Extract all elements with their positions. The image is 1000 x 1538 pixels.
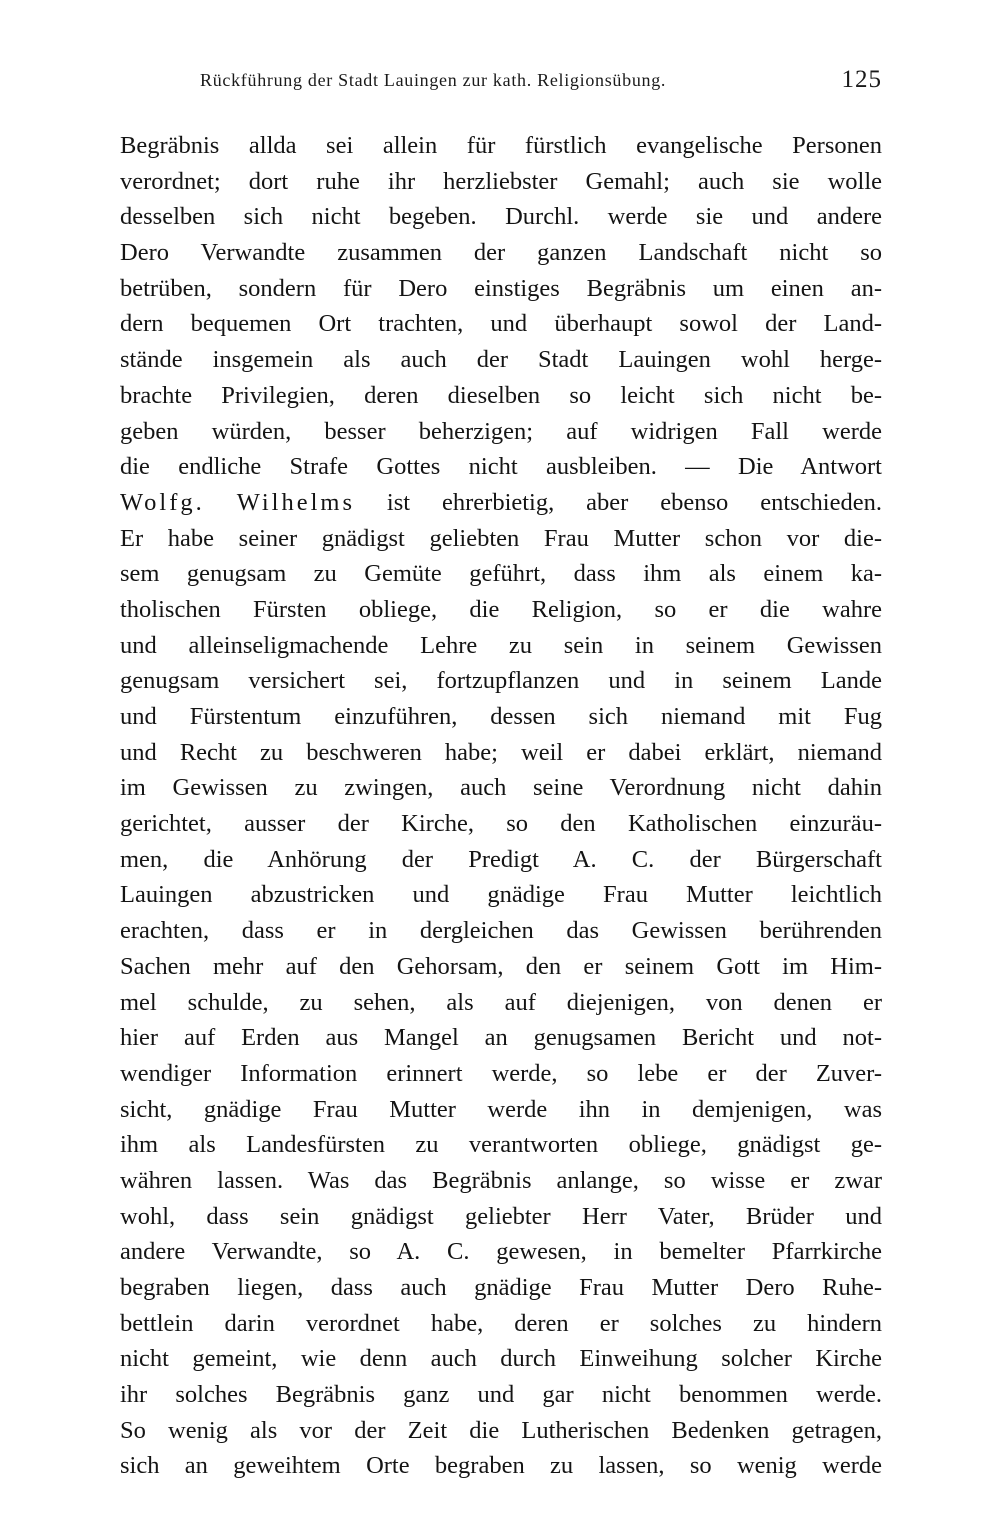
text-line: wohl, dass sein gnädigst geliebter Herr Vater, Brüder und — [120, 1202, 882, 1230]
body-text — [120, 128, 882, 1484]
page-number: 125 — [841, 66, 882, 93]
text-line: und Recht zu beschweren habe; weil er dabei erklärt, niemand — [120, 738, 882, 766]
text-line: Er habe seiner gnädigst geliebten Frau Mutter schon vor die- — [120, 524, 882, 552]
text-line: Sachen mehr auf den Gehorsam, den er seinem Gott im Him- — [120, 952, 882, 980]
text-line: und alleinseligmachende Lehre zu sein in seinem Gewissen — [120, 631, 882, 659]
running-title: Rückführung der Stadt Lauingen zur kath. Religionsübung. — [200, 70, 667, 90]
text-line: brachte Privilegien, deren dieselben so leicht sich nicht be- — [120, 381, 882, 409]
text-line: andere Verwandte, so A. C. gewesen, in bemelter Pfarrkirche — [120, 1238, 882, 1266]
text-line: Lauingen abzustricken und gnädige Frau Mutter leichtlich — [120, 881, 882, 909]
text-line: Begräbnis allda sei allein für fürstlich evangelische Personen — [120, 132, 882, 159]
text-line: sich an geweihtem Orte begraben zu lassen, so wenig werde — [120, 1452, 882, 1480]
text-line: die endliche Strafe Gottes nicht ausbleiben. — Die Antwort — [120, 453, 882, 481]
text-line-spaced-name — [120, 485, 882, 521]
text-line: ihm als Landesfürsten zu verantworten obliege, gnädigst ge- — [120, 1131, 882, 1159]
text-line: begraben liegen, dass auch gnädige Frau Mutter Dero Ruhe- — [120, 1274, 882, 1301]
text-line: tholischen Fürsten obliege, die Religion, so er die wahre — [120, 595, 882, 623]
text-line: währen lassen. Was das Begräbnis anlange, so wisse er zwar — [120, 1166, 882, 1194]
text-line: betrüben, sondern für Dero einstiges Begräbnis um einen an- — [120, 274, 882, 302]
text-line: verordnet; dort ruhe ihr herzliebster Gemahl; auch sie wolle — [120, 167, 882, 195]
text-line: geben würden, besser beherzigen; auf widrigen Fall werde — [120, 417, 882, 445]
text-line: mel schulde, zu sehen, als auf diejenigen, von denen er — [120, 988, 882, 1016]
text-line: nicht gemeint, wie denn auch durch Einweihung solcher Kirche — [120, 1345, 882, 1373]
text-line: im Gewissen zu zwingen, auch seine Verordnung nicht dahin — [120, 774, 882, 802]
text-line: sicht, gnädige Frau Mutter werde ihn in demjenigen, was — [120, 1095, 882, 1123]
text-line: genugsam versichert sei, fortzupflanzen und in seinem Lande — [120, 667, 882, 695]
text-line: dern bequemen Ort trachten, und überhaupt sowol der Land- — [120, 310, 882, 338]
spaced-name-part2: Wilhelms — [236, 488, 355, 516]
running-head — [120, 66, 882, 100]
spaced-name-part1: Wolfg. — [120, 488, 205, 516]
text-line: men, die Anhörung der Predigt A. C. der Bürgerschaft — [120, 845, 882, 873]
text-line: erachten, dass er in dergleichen das Gewissen berührenden — [120, 917, 882, 945]
text-line: ihr solches Begräbnis ganz und gar nicht benommen werde. — [120, 1381, 882, 1409]
text-line: und Fürstentum einzuführen, dessen sich niemand mit Fug — [120, 703, 882, 730]
text-line: So wenig als vor der Zeit die Lutherischen Bedenken getragen, — [120, 1416, 882, 1444]
text-line: gerichtet, ausser der Kirche, so den Katholischen einzuräu- — [120, 810, 882, 838]
text-line: sem genugsam zu Gemüte geführt, dass ihm als einem ka- — [120, 560, 882, 588]
text-line: stände insgemein als auch der Stadt Lauingen wohl herge- — [120, 346, 882, 374]
text-line: wendiger Information erinnert werde, so lebe er der Zuver- — [120, 1059, 882, 1087]
spaced-name-rest: ist ehrerbietig, aber ebenso entschieden. — [354, 488, 882, 516]
text-line: desselben sich nicht begeben. Durchl. werde sie und andere — [120, 203, 882, 231]
text-line: hier auf Erden aus Mangel an genugsamen Bericht und not- — [120, 1024, 882, 1052]
text-line: bettlein darin verordnet habe, deren er solches zu hindern — [120, 1309, 882, 1337]
text-line: Dero Verwandte zusammen der ganzen Landschaft nicht so — [120, 239, 882, 267]
